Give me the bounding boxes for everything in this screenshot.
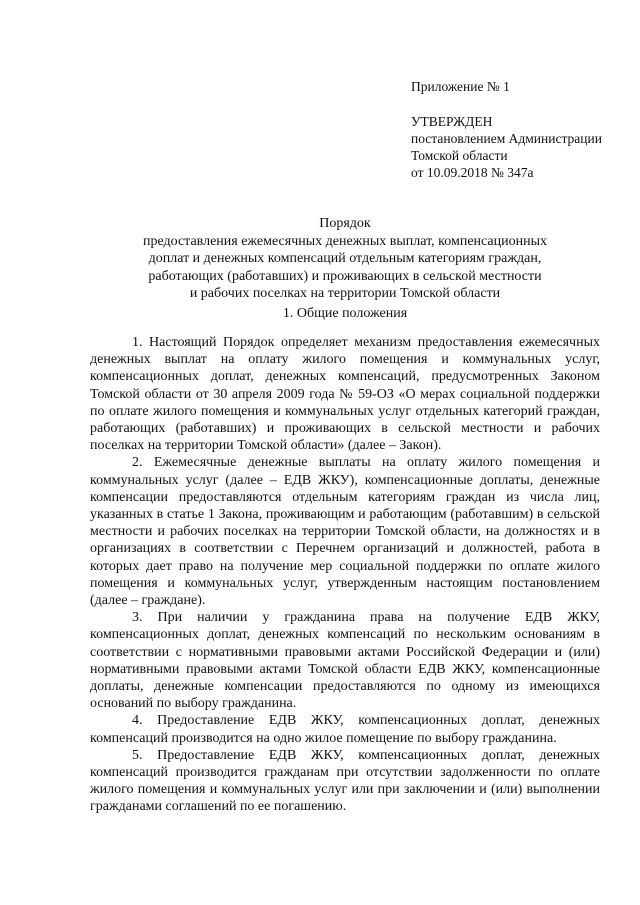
- section-heading: 1. Общие положения: [282, 306, 408, 321]
- paragraph-1: 1. Настоящий Порядок определяет механизм предоставления ежемесячных денежных выплат на оплату жилого помещения и коммунальных услуг, компенсационных доплат, денежных компенсаций, предусмотренных Законом Томской области от 30 апреля 2009 года № 59-ОЗ «О мерах социальной поддержки по оплате жилого помещения и коммунальных услуг отдельных категорий граждан, работающих (работавших) и проживающих в сельской местности и рабочих поселках на территории Томской области» (далее – Закон).: [90, 335, 600, 454]
- paragraph-3: 3. При наличии у гражданина права на получение ЕДВ ЖКУ, компенсационных доплат, денежных компенсаций по нескольким основаниям в соответствии с нормативными правовыми актами Российской Федерации и (или) нормативными правовыми актами Томской области ЕДВ ЖКУ, компенсационные доплаты, денежные компенсации предоставляются по одному из имеющихся оснований по выбору гражданина.: [90, 610, 600, 712]
- title-line-4: и рабочих поселках на территории Томской области: [189, 286, 501, 301]
- title-line-2: доплат и денежных компенсаций отдельным категориям граждан,: [148, 251, 542, 266]
- body-text: [90, 334, 600, 816]
- approval-line-2: Томской области: [411, 148, 508, 163]
- title-line-3: работающих (работавших) и проживающих в сельской местности: [148, 268, 542, 284]
- paragraph-2: 2. Ежемесячные денежные выплаты на оплату жилого помещения и коммунальных услуг (далее – ЕДВ ЖКУ), компенсационные доплаты, денежные компенсации предоставляются отдельным категориям граждан из числа лиц, указанных в статье 1 Закона, проживающим и работающим (работавшим) в сельской местности и рабочих поселках на территории Томской области, на должностях и в организациях в соответствии с Перечнем организаций и должностей, работа в которых дает право на получение мер социальной поддержки по оплате жилого помещения и коммунальных услуг, утвержденным настоящим постановлением (далее – граждане).: [90, 455, 600, 609]
- approval-spacer: [411, 95, 626, 113]
- paragraph-5: 5. Предоставление ЕДВ ЖКУ, компенсационных доплат, денежных компенсаций производится гражданам при отсутствии задолженности по оплате жилого помещения и коммунальных услуг или при заключении и (или) выполнении гражданами соглашений по ее погашению.: [90, 747, 600, 815]
- approval-block: [411, 78, 626, 181]
- approval-line-1: постановлением Администрации: [411, 131, 602, 146]
- title-heading: Порядок: [319, 216, 371, 231]
- paragraph-4: 4. Предоставление ЕДВ ЖКУ, компенсационных доплат, денежных компенсаций производится на одно жилое помещение по выбору гражданина.: [90, 713, 600, 746]
- approved-label: УТВЕРЖДЕН: [411, 114, 493, 129]
- appendix-label: Приложение № 1: [411, 79, 510, 94]
- approval-date-number: от 10.09.2018 № 347а: [411, 165, 534, 180]
- title-line-1: предоставления ежемесячных денежных выплат, компенсационных: [142, 233, 548, 249]
- document-title: [90, 215, 600, 303]
